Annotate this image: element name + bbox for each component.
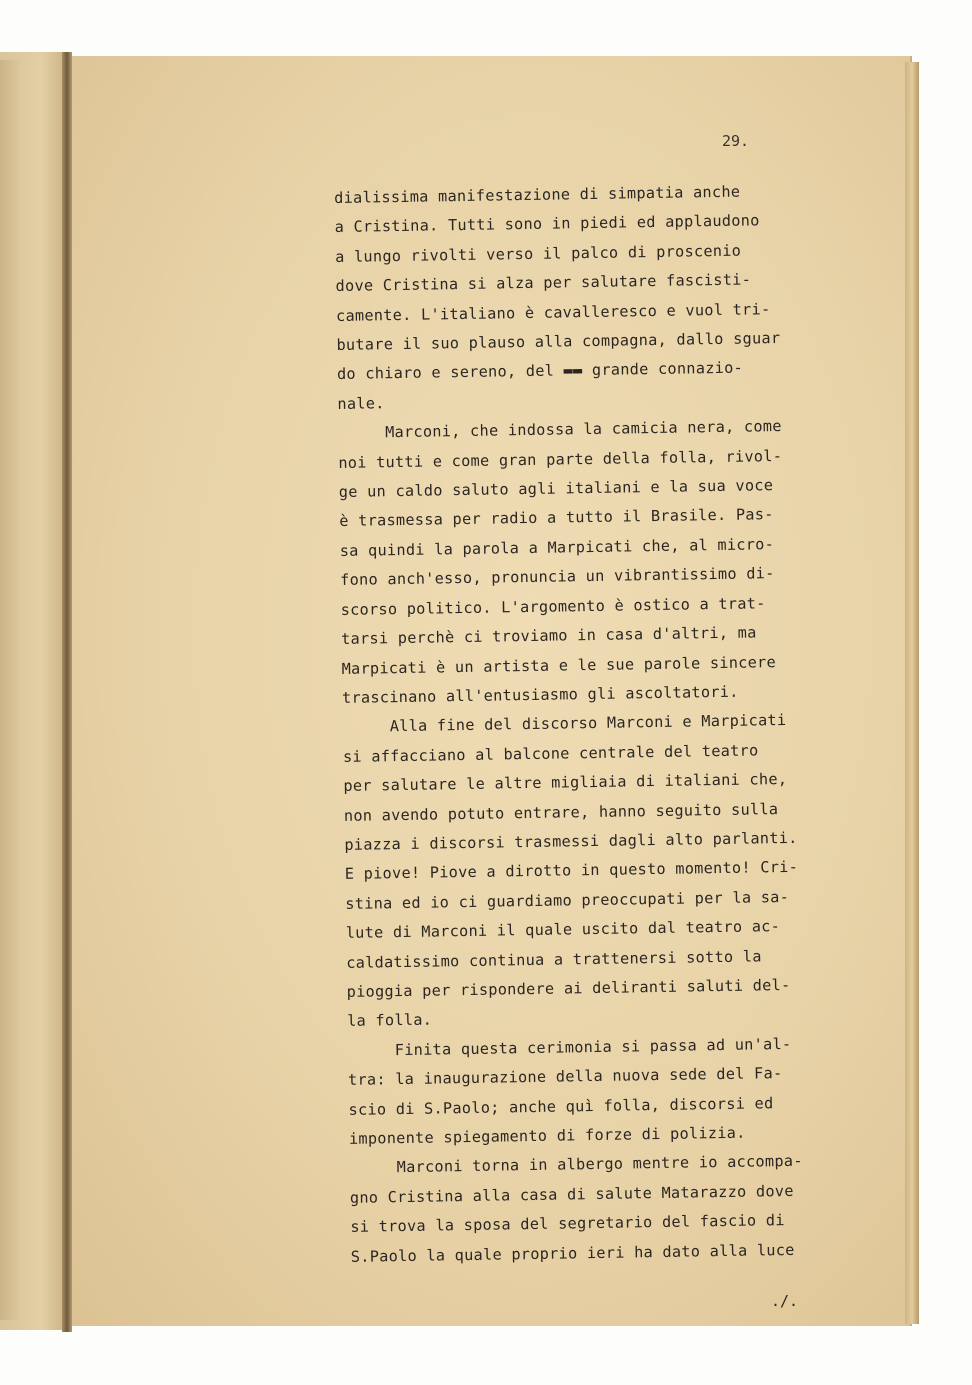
text-line: Marpicati è un artista e le sue parole sincere xyxy=(341,652,777,678)
text-line: butare il suo plauso alla compagna, dallo sguar xyxy=(336,329,781,355)
text-line: Marconi, che indossa la camicia nera, come xyxy=(337,417,782,443)
text-line: si affacciano al balcone centrale del teatro xyxy=(342,741,759,766)
text-line: a Cristina. Tutti sono in piedi ed applaudono xyxy=(334,211,760,237)
text-line: piazza i discorsi trasmessi dagli alto parlanti. xyxy=(344,828,798,854)
text-line: lute di Marconi il quale uscito dal teatro ac- xyxy=(345,917,781,943)
text-line: S.Paolo la quale proprio ieri ha dato alla luce xyxy=(350,1240,795,1266)
text-line: do chiaro e sereno, del ▬▬ grande connazio- xyxy=(336,359,744,384)
text-line: pioggia per rispondere ai deliranti saluti del- xyxy=(346,975,791,1001)
text-line: stina ed io ci guardiamo preoccupati per la sa- xyxy=(345,887,790,913)
text-line: Alla fine del discorso Marconi e Marpicati xyxy=(342,711,787,737)
text-line: dialissima manifestazione di simpatia anche xyxy=(334,182,741,207)
text-line: si trova la sposa del segretario del fascio di xyxy=(350,1211,785,1237)
text-line: sa quindi la parola a Marpicati che, al micro- xyxy=(339,535,775,560)
text-line: trascinano all'entusiasmo gli ascoltatori. xyxy=(341,682,739,707)
text-line: scio di S.Paolo; anche quì folla, discorsi ed xyxy=(348,1093,774,1119)
text-line: gno Cristina alla casa di salute Matarazzo dove xyxy=(349,1181,794,1207)
text-line: Finita questa cerimonia si passa ad un'al- xyxy=(347,1034,792,1060)
text-line: dove Cristina si alza per salutare fascisti- xyxy=(335,270,752,296)
text-line: è trasmessa per radio a tutto il Brasile. Pas- xyxy=(339,505,774,531)
text-line: tra: la inaugurazione della nuova sede del Fa- xyxy=(347,1064,783,1090)
text-line: imponente spiegamento di forze di polizia. xyxy=(348,1123,746,1148)
text-line: scorso politico. L'argomento è ostico a trat- xyxy=(340,593,766,619)
book-gutter xyxy=(62,52,72,1332)
left-page-edge xyxy=(0,60,20,1320)
text-line: nale. xyxy=(337,394,385,413)
text-line: la folla. xyxy=(347,1010,433,1031)
text-line: tarsi perchè ci troviamo in casa d'altri, ma xyxy=(341,623,757,649)
page-number: 29. xyxy=(722,132,750,150)
text-line: per salutare le altre migliaia di italiani che, xyxy=(343,770,788,796)
text-line: E piove! Piove a dirotto in questo momento! Cri- xyxy=(344,858,799,884)
text-line: camente. L'italiano è cavalleresco e vuol tri- xyxy=(335,299,771,325)
text-line: Marconi torna in albergo mentre io accompa- xyxy=(349,1152,803,1178)
text-line: caldatissimo continua a trattenersi sotto la xyxy=(346,946,762,972)
text-line: non avendo potuto entrare, hanno seguito sulla xyxy=(343,799,779,825)
typewritten-text xyxy=(334,176,871,1272)
text-line: noi tutti e come gran parte della folla, rivol- xyxy=(338,446,783,472)
text-line: a lungo rivolti verso il palco di proscenio xyxy=(335,241,742,266)
page-stack-edge xyxy=(905,62,919,1324)
text-line: ge un caldo saluto agli italiani e la sua voce xyxy=(338,476,774,502)
continuation-mark: ./. xyxy=(771,1292,799,1310)
text-line: fono anch'esso, pronuncia un vibrantissimo di- xyxy=(340,564,775,590)
